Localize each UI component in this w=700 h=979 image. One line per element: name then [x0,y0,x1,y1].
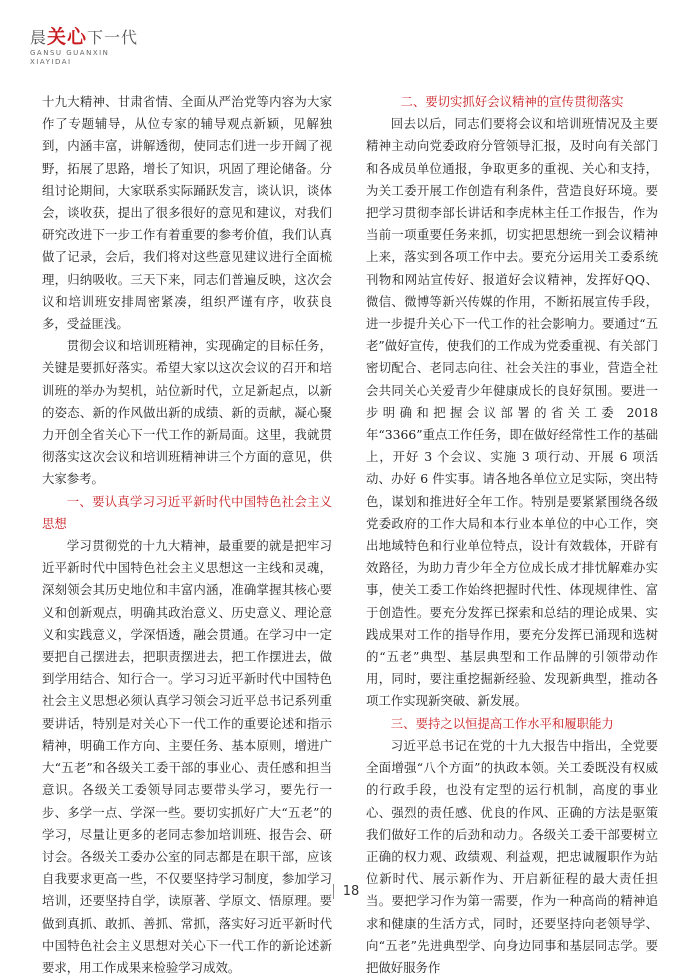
masthead-sub-line2: XIAYIDAI [30,58,72,66]
paragraph-1: 十九大精神、甘肃省情、全面从严治党等内容为大家作了专题辅导，从位专家的辅导观点新颖，见解独到，内涵丰富，讲解透彻，使同志们进一步开阔了视野，拓展了思路，增长了知识，巩固了理论储备。分组讨论期间，大家联系实际踊跃发言，谈认识，谈体会，谈收获，提出了很多很好的意见和建议，对我们研究改进下一步工作有着重要的参考价值，我们认真做了记录，会后，我们将对这些意见建议进行全面梳理，归纳吸收。三天下来，同志们普遍反映，这次会议和培训班安排周密紧凑，组织严谨有序，收获良多，受益匪浅。 [42,94,332,332]
paragraph-5: 习近平总书记在党的十九大报告中指出，全党要全面增强“八个方面”的执政本领。关工委既没有权威的行政手段，也没有定型的运行机制，高度的事业心、强烈的责任感、优良的作风、正确的方法是驱策我们做好工作的后劲和动力。各级关工委干部要树立正确的权力观、政绩观、利益观，把忠诚履职作为站位新时代、展示新作为、开启新征程的最大责任担当。要把学习作为第一需要，作为一种高尚的精神追求和健康的生活方式，同时，还要坚持向老领导学、向“五老”先进典型学、向身边同事和基层同志学。要把做好服务作 [366,737,658,975]
masthead-sub-line1: GANSU GUANXIN [30,49,110,57]
page-number: 18 [333,884,368,899]
masthead-title-b: 下一代 [87,28,139,47]
masthead-title [30,22,230,49]
paragraph-3: 学习贯彻党的十九大精神，最重要的就是把牢习近平新时代中国特色社会主义思想这一主线和灵魂，深刻领会其历史地位和丰富内涵，准确掌握其核心要义和创新观点，明确其政治意义、历史意义、理论意义和实践意义，学深悟透，融会贯通。在学习中一定要把自己摆进去，把职责摆进去，把工作摆进去，做到学用结合、知行合一。学习习近平新时代中国特色社会主义思想必须认真学习领会习近平总书记系列重要讲话，特别是对关心下一代工作的重要论述和指示精神，明确工作方向、主要任务、基本原则，增进广大“五老”和各级关工委干部的事业心、责任感和担当意识。各级关工委领导同志要带头学习，要先行一步、多学一点、学深一些。要切实抓好广大“五老”的学习，尽量让更多的老同志参加培训班、报告会、研讨会。各级关工委办公室的同志都是在职干部，应该自我要求更高一些，不仅要坚持学习制度，参加学习培训，还要坚持自学，读原著、学原文、悟原理。要做到真抓、敢抓、善抓、常抓，落实好习近平新时代中国特色社会主义思想对关心下一代工作的新论述新要求，用工作成果来检验学习成效。 [42,538,332,975]
masthead-title-a: 晨 [30,28,48,47]
paragraph-2: 贯彻会议和培训班精神，实现确定的目标任务，关键是要抓好落实。希望大家以这次会议的召开和培训班的举办为契机，站位新时代，立足新起点，以新的姿态、新的作风做出新的成绩、新的贡献，凝心聚力开创全省关心下一代工作的新局面。这里，我就贯彻落实这次会议和培训班精神讲三个方面的意见，供大家参考。 [42,338,332,487]
masthead-title-accent: 关心 [47,26,88,48]
section-heading-1: 一、要认真学习习近平新时代中国特色社会主义思想 [42,493,332,531]
masthead-logo [30,22,230,82]
paragraph-4: 回去以后，同志们要将会议和培训班情况及主要精神主动向党委政府分管领导汇报，及时向有关部门和各成员单位通报，争取更多的重视、关心和支持，为关工委开展工作创造有利条件，营造良好环境。要把学习贯彻李部长讲话和李虎林主任工作报告，作为当前一项重要任务来抓，切实把思想统一到会议精神上来，落实到各项工作中去。要充分运用关工委系统刊物和网站宣传好、报道好会议精神，发挥好QQ、微信、微博等新兴传媒的作用，不断拓展宣传手段，进一步提升关心下一代工作的社会影响力。要通过“五老”做好宣传，使我们的工作成为党委重视、有关部门密切配合、老同志向往、社会关注的事业，营造全社会共同关心关爱青少年健康成长的良好氛围。要进一步明确和把握会议部署的省关工委 2018 年“3366”重点工作任务，即在做好经常性工作的基础上，开好 3 个会议、实施 3 项行动、开展 6 项活动、办好 6 件实事。请各地各单位立足实际，突出特色，谋划和推进好全年工作。特别是要紧紧围绕各级党委政府的工作大局和本行业本单位的中心工作，突出地域特色和行业单位特点，设计有效载体，开辟有效路径，为助力青少年全方位成长成才排忧解难办实事，使关工委工作始终把握时代性、体现规律性、富于创造性。要充分发挥已探索和总结的理论成果、实践成果对工作的指导作用，要充分发挥已涌现和选树的“五老”典型、基层典型和工作品牌的引领带动作用，同时，要注重挖掘新经验、发现新典型，推动各项工作实现新突破、新发展。 [366,116,659,709]
right-column [366,91,658,979]
left-column [42,91,332,979]
section-heading-3: 三、要持之以恒提高工作水平和履职能力 [390,715,614,731]
section-heading-2: 二、要切实抓好会议精神的宣传贯彻落实 [400,94,624,109]
